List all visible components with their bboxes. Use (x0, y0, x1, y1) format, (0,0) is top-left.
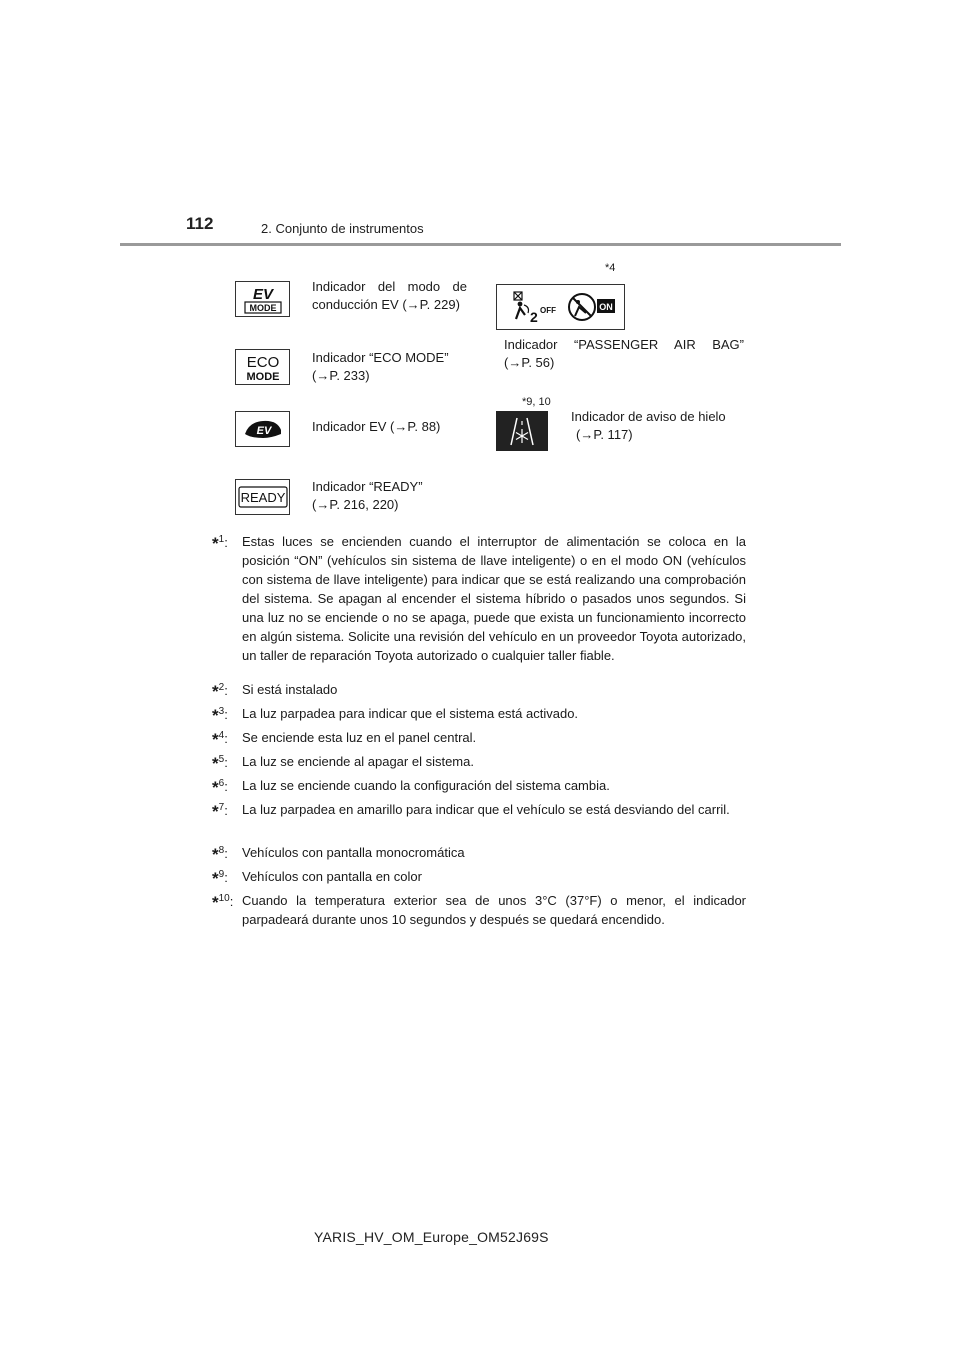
footnote-5-text: La luz se enciende al apagar el sistema. (242, 754, 474, 769)
ice-note: *9, 10 (522, 396, 551, 408)
passenger-airbag-icon (496, 284, 625, 330)
footnote-1-num: 1 (218, 534, 225, 545)
ev-mode-icon-text-ev: EV (252, 286, 273, 303)
footnote-6-num: 6 (218, 778, 225, 789)
footnote-6-text: La luz se enciende cuando la configuración del sistema cambia. (242, 778, 610, 793)
airbag-on-text: ON (598, 302, 613, 312)
footnote-10: *$^{10}$: Cuando la temperatura exterior sea de unos 3°C (37°F) o menor, el indicador parpadeará durante unos 10 segundos y después se quedará encendido. (212, 893, 746, 927)
indicator-eco-mode-label-line1: Indicador “ECO MODE” (312, 350, 449, 365)
footnote-3-num: 3 (218, 706, 225, 717)
indicator-ice-label-line1: Indicador de aviso de hielo (571, 409, 726, 424)
footnote-9-num: 9 (218, 869, 225, 880)
footnote-10-num: 10 (218, 893, 230, 904)
footnote-2: *$^2$: Si está instalado (212, 680, 746, 699)
ev-mode-icon (235, 281, 290, 317)
ev-mode-icon-text-mode: MODE (249, 303, 276, 313)
page-number: 112 (186, 214, 214, 233)
footnote-3: *$^3$: La luz parpadea para indicar que el sistema está activado. (212, 704, 746, 723)
airbag-note-mark (605, 262, 615, 274)
footnote-1-text: Estas luces se encienden cuando el interruptor de alimentación se coloca en la posición “ON” (vehículos sin sistema de llave inteligente) o en el modo ON (vehículos con sistema de llave inteligente) para indicar que se está realizando una comprobación del sistema. Se apagan al encender el sistema híbrido o pasados unos segundos. Si una luz no se enciende o no se apaga, puede que exista un funcionamiento incorrecto en algún sistema. Solicite una revisión del vehículo en un proveedor Toyota autorizado, un taller de reparación Toyota autorizado o cualquier taller fiable. (242, 534, 746, 663)
airbag-off-icon (514, 292, 556, 325)
footnote-10-text: Cuando la temperatura exterior sea de unos 3°C (37°F) o menor, el indicador parpadeará durante unos 10 segundos y después se quedará encendido. (242, 893, 746, 927)
footnote-7-text: La luz parpadea en amarillo para indicar que el vehículo se está desviando del carril. (242, 802, 730, 817)
footnote-4: *$^4$: Se enciende esta luz en el panel central. (212, 728, 746, 747)
footnote-6: *$^6$: La luz se enciende cuando la configuración del sistema cambia. (212, 776, 746, 795)
footnote-7-num: 7 (218, 802, 225, 813)
footer-document-code: YARIS_HV_OM_Europe_OM52J69S (314, 1229, 549, 1245)
footnote-7: *$^7$: La luz parpadea en amarillo para indicar que el vehículo se está desviando del carril. (212, 800, 746, 819)
eco-mode-icon-text-mode: MODE (246, 371, 279, 383)
svg-text:2: 2 (529, 309, 538, 325)
ready-icon (235, 479, 290, 515)
header-divider (120, 243, 841, 246)
indicator-ready-label-line1: Indicador “READY” (312, 479, 423, 494)
indicator-ev-mode-label (312, 278, 467, 296)
footnote-8: *$^8$: Vehículos con pantalla monocromática (212, 843, 746, 862)
ready-icon-text: READY (240, 490, 285, 505)
footnote-3-text: La luz parpadea para indicar que el sistema está activado. (242, 706, 579, 721)
airbag-off-text: OFF (539, 306, 556, 315)
footnote-2-text: Si está instalado (242, 682, 338, 697)
footnote-4-num: 4 (218, 730, 225, 741)
airbag-note: *4 (605, 262, 616, 274)
footnote-5-num: 5 (218, 754, 225, 765)
ice-warning-icon (496, 411, 548, 451)
eco-mode-icon (235, 349, 290, 385)
footnote-2-num: 2 (218, 682, 225, 693)
indicator-ready-label-line2: (→P. 216, 220) (312, 497, 399, 512)
footnote-8-text: Vehículos con pantalla monocromática (242, 845, 465, 860)
ev-indicator-icon (235, 411, 290, 447)
airbag-on-icon (569, 294, 615, 320)
indicator-airbag-label-line2: (→P. 56) (504, 355, 555, 370)
indicator-eco-mode-label-line2: (→P. 233) (312, 368, 370, 383)
footnote-9: *$^9$: Vehículos con pantalla en color (212, 867, 746, 886)
footnote-4-text: Se enciende esta luz en el panel central. (242, 730, 477, 745)
ev-indicator-icon-text: EV (256, 425, 271, 437)
footnote-9-text: Vehículos con pantalla en color (242, 869, 422, 884)
indicator-ev-mode-label-line2: conducción EV (→P. 229) (312, 297, 460, 312)
footnote-8-num: 8 (218, 845, 225, 856)
footnote-5: *$^5$: La luz se enciende al apagar el sistema. (212, 752, 746, 771)
indicator-airbag-label-line1: Indicador “PASSENGER AIR BAG” (504, 337, 744, 352)
indicator-ev-mode-label-line1: Indicador del modo de (312, 279, 467, 294)
indicator-ev-label: Indicador EV (→P. 88) (312, 419, 441, 434)
section-title: 2. Conjunto de instrumentos (261, 221, 424, 236)
snowflake-icon (516, 429, 528, 443)
ice-note-mark (522, 396, 551, 408)
indicator-ice-label-line2: (→P. 117) (576, 427, 633, 442)
eco-mode-icon-text-eco: ECO (246, 354, 279, 371)
footnote-1: *$^1$: Estas luces se encienden cuando el interruptor de alimentación se coloca en la posición “ON” (vehículos sin sistema de llave inteligente) o en el modo ON (vehículos con sistema de llave inteligente) para indicar que se está realizando una comprobación del sistema. Se apagan al encender el sistema híbrido o pasados unos segundos. Si una luz no se enciende o no se apaga, puede que exista un funcionamiento incorrecto en algún sistema. Solicite una revisión del vehículo en un proveedor Toyota autorizado, un taller de reparación Toyota autorizado o cualquier taller fiable. (212, 534, 746, 663)
